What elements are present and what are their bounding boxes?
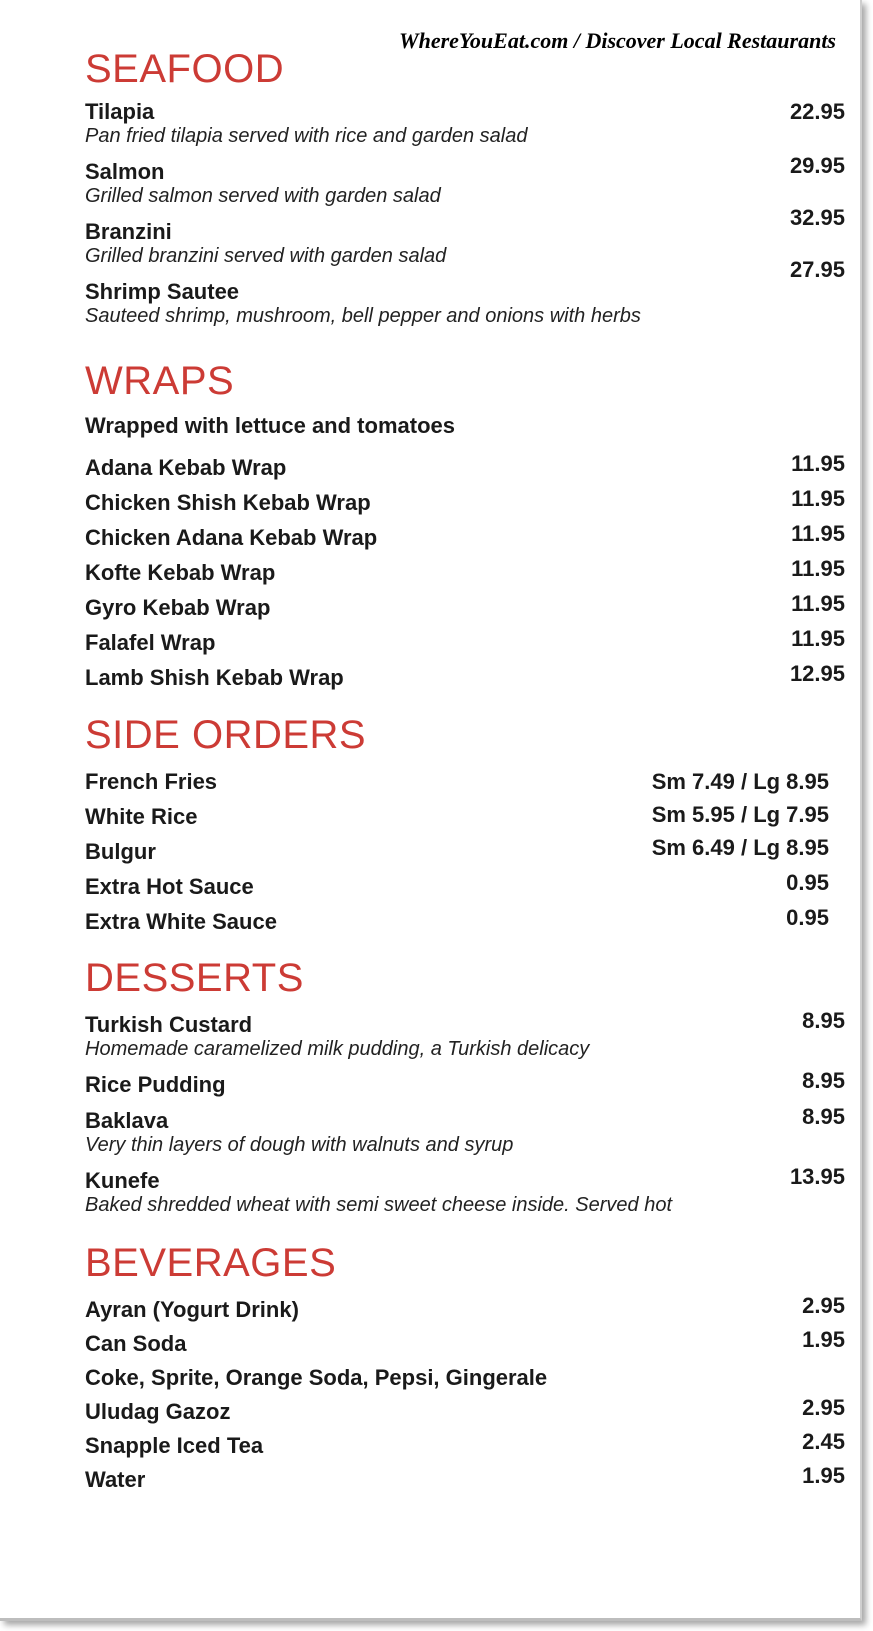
item-name: Can Soda	[85, 1331, 187, 1356]
menu-item	[85, 486, 845, 515]
menu-item	[85, 1429, 845, 1458]
menu-item	[85, 591, 845, 620]
item-name: Turkish Custard	[85, 1012, 253, 1037]
item-price: 11.95	[791, 591, 845, 616]
item-name: Extra White Sauce	[85, 909, 277, 934]
item-name: White Rice	[85, 804, 198, 829]
item-price: 2.95	[802, 1293, 845, 1318]
section-desserts	[85, 955, 845, 1217]
item-price: 8.95	[802, 1008, 845, 1033]
menu-item	[85, 205, 845, 268]
section-beverages	[85, 1240, 845, 1492]
item-description: Very thin layers of dough with walnuts and syrup	[85, 1134, 514, 1156]
item-price: 11.95	[791, 451, 845, 476]
menu-item	[85, 835, 829, 864]
menu-item	[85, 257, 845, 328]
item-price: Sm 5.95 / Lg 7.95	[651, 802, 829, 827]
section-note: Wrapped with lettuce and tomatoes	[85, 413, 455, 438]
section-heading: BEVERAGES	[85, 1241, 337, 1285]
menu-item	[85, 451, 845, 480]
menu-item	[85, 802, 829, 829]
section-heading: SIDE ORDERS	[85, 713, 367, 757]
item-description: Grilled branzini served with garden salad	[85, 245, 447, 267]
item-price: 11.95	[791, 486, 845, 511]
section-wraps	[85, 358, 845, 690]
menu-item	[85, 1293, 845, 1322]
menu-item	[85, 870, 829, 899]
item-price: 2.45	[802, 1429, 845, 1454]
item-name: Uludag Gazoz	[85, 1399, 231, 1424]
item-name: Chicken Adana Kebab Wrap	[85, 525, 378, 550]
item-description: Baked shredded wheat with semi sweet cheese inside. Served hot	[85, 1194, 673, 1216]
item-name: Lamb Shish Kebab Wrap	[85, 665, 344, 690]
menu-item	[85, 1104, 845, 1157]
menu-item	[85, 661, 845, 690]
item-name: Falafel Wrap	[85, 630, 216, 655]
item-price: 8.95	[802, 1068, 845, 1093]
item-price: Sm 7.49 / Lg 8.95	[651, 769, 829, 794]
item-price: 11.95	[791, 626, 845, 651]
item-price: 11.95	[791, 556, 845, 581]
menu-item	[85, 769, 829, 794]
item-name: Salmon	[85, 159, 165, 184]
item-description: Sauteed shrimp, mushroom, bell pepper and onions with herbs	[85, 305, 641, 327]
item-price: 1.95	[802, 1463, 845, 1488]
menu-item	[85, 99, 845, 148]
section-heading: DESSERTS	[85, 956, 304, 1000]
item-price: 29.95	[789, 153, 845, 178]
item-name: Extra Hot Sauce	[85, 874, 254, 899]
item-price: Sm 6.49 / Lg 8.95	[651, 835, 829, 860]
item-name: Bulgur	[85, 839, 156, 864]
section-heading: SEAFOOD	[85, 47, 285, 91]
item-description: Homemade caramelized milk pudding, a Turkish delicacy	[85, 1038, 590, 1060]
section-heading: WRAPS	[85, 359, 235, 403]
menu-item	[85, 626, 845, 655]
menu-item	[85, 1366, 815, 1390]
item-name: Ayran (Yogurt Drink)	[85, 1297, 299, 1322]
item-name: Chicken Shish Kebab Wrap	[85, 490, 371, 515]
watermark: WhereYouEat.com / Discover Local Restaurants	[399, 28, 836, 53]
menu-item	[85, 905, 829, 934]
item-price: 8.95	[802, 1104, 845, 1129]
item-name: Rice Pudding	[85, 1072, 226, 1097]
menu-item	[85, 1327, 845, 1356]
menu-item	[85, 1463, 845, 1492]
menu-item	[85, 1164, 845, 1217]
item-price: 27.95	[789, 257, 845, 282]
menu-item	[85, 1068, 845, 1097]
item-name: French Fries	[85, 769, 218, 794]
item-name: Kofte Kebab Wrap	[85, 560, 276, 585]
menu-item	[85, 1395, 845, 1424]
item-name: Branzini	[85, 219, 172, 244]
item-description: Pan fried tilapia served with rice and garden salad	[85, 125, 528, 147]
item-name: Baklava	[85, 1108, 169, 1133]
item-name: Coke, Sprite, Orange Soda, Pepsi, Gingerale	[85, 1365, 548, 1390]
item-price: 13.95	[789, 1164, 845, 1189]
menu-item	[85, 153, 845, 208]
menu-item	[85, 1008, 845, 1061]
item-name: Snapple Iced Tea	[85, 1433, 264, 1458]
item-price: 12.95	[789, 661, 845, 686]
item-name: Gyro Kebab Wrap	[85, 595, 271, 620]
item-name: Kunefe	[85, 1168, 160, 1193]
item-price: 2.95	[802, 1395, 845, 1420]
item-price: 32.95	[789, 205, 845, 230]
item-price: 1.95	[802, 1327, 845, 1352]
item-price: 0.95	[786, 870, 829, 895]
item-name: Water	[85, 1467, 146, 1492]
menu-item	[85, 521, 845, 550]
item-name: Tilapia	[85, 99, 155, 124]
section-seafood	[85, 46, 845, 328]
item-price: 0.95	[786, 905, 829, 930]
item-price: 11.95	[791, 521, 845, 546]
item-description: Grilled salmon served with garden salad	[85, 185, 441, 207]
item-name: Adana Kebab Wrap	[85, 455, 287, 480]
section-side-orders	[85, 712, 829, 934]
menu-item	[85, 556, 845, 585]
item-name: Shrimp Sautee	[85, 279, 240, 304]
item-price: 22.95	[789, 99, 845, 124]
